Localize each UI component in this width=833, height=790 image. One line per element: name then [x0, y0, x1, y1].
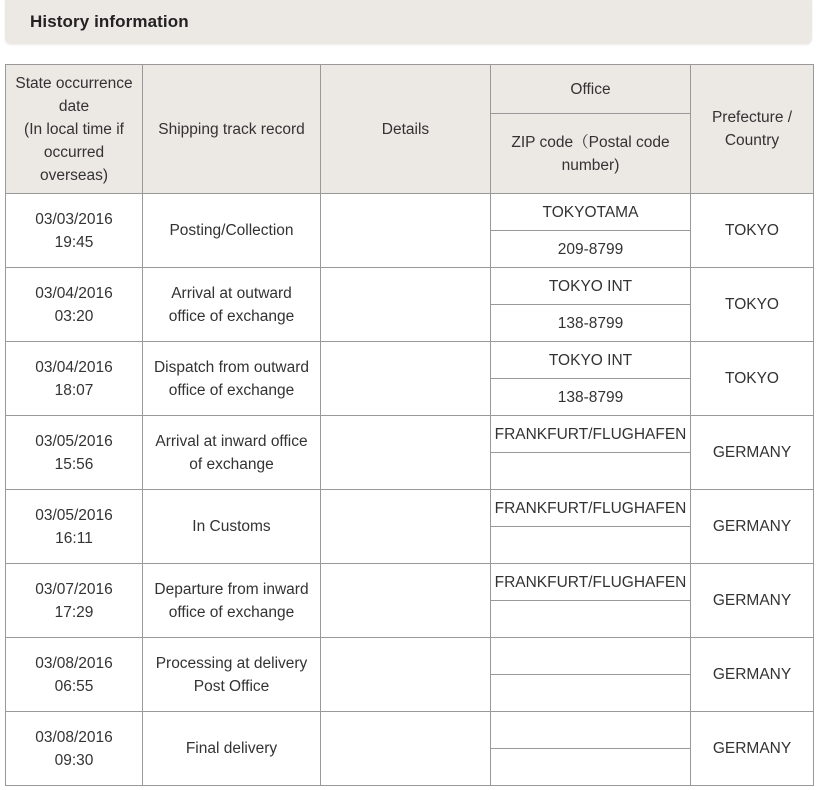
date-text: 03/04/2016: [35, 284, 113, 302]
cell-office: FRANKFURT/FLUGHAFEN: [491, 416, 691, 453]
cell-zip: [491, 675, 691, 712]
header-date-line: State occurrence: [15, 74, 133, 92]
time-text: 18:07: [54, 381, 94, 399]
time-text: 03:20: [54, 307, 94, 325]
cell-track: [143, 490, 321, 564]
header-shipping-track: Shipping track record: [143, 65, 321, 194]
cell-track: [143, 342, 321, 416]
date-text: 03/08/2016: [35, 728, 113, 746]
cell-zip: [491, 527, 691, 564]
time-text: 15:56: [54, 455, 94, 473]
history-information-header: [5, 0, 812, 44]
cell-track: [143, 268, 321, 342]
track-text: Posting/Collection: [169, 222, 294, 239]
table-row: [6, 638, 814, 675]
date-text: 03/05/2016: [35, 506, 113, 524]
header-date-line: (In local time if: [24, 120, 124, 138]
cell-prefecture: GERMANY: [691, 490, 814, 564]
time-text: 17:29: [54, 603, 94, 621]
table-row: [6, 564, 814, 601]
date-text: 03/05/2016: [35, 432, 113, 450]
cell-office: TOKYO INT: [491, 268, 691, 305]
cell-zip: 138-8799: [491, 305, 691, 342]
cell-office: [491, 638, 691, 675]
cell-zip: [491, 453, 691, 490]
header-date-line: overseas): [39, 166, 109, 184]
cell-details: [321, 490, 491, 564]
track-text: office of exchange: [168, 307, 295, 325]
date-text: 03/07/2016: [35, 580, 113, 598]
cell-date: [6, 268, 143, 342]
cell-track: [143, 712, 321, 786]
track-text: Departure from inward: [154, 580, 309, 598]
table-row: [6, 416, 814, 453]
track-text: Processing at delivery: [155, 654, 308, 672]
table-row: [6, 490, 814, 527]
cell-details: [321, 268, 491, 342]
cell-prefecture: GERMANY: [691, 638, 814, 712]
cell-date: [6, 638, 143, 712]
table-row: [6, 712, 814, 749]
track-text: Post Office: [193, 677, 270, 695]
cell-details: [321, 194, 491, 268]
header-date-line: date: [58, 97, 90, 115]
cell-zip: [491, 749, 691, 786]
cell-date: [6, 712, 143, 786]
cell-track: [143, 416, 321, 490]
cell-zip: 209-8799: [491, 231, 691, 268]
cell-office: FRANKFURT/FLUGHAFEN: [491, 490, 691, 527]
header-prefecture: [691, 65, 814, 194]
cell-office: FRANKFURT/FLUGHAFEN: [491, 564, 691, 601]
section-title: History information: [30, 12, 189, 31]
cell-zip: [491, 601, 691, 638]
header-office: Office: [491, 65, 691, 114]
cell-details: [321, 416, 491, 490]
history-table-body: [6, 194, 814, 786]
cell-details: [321, 564, 491, 638]
cell-date: [6, 416, 143, 490]
date-text: 03/08/2016: [35, 654, 113, 672]
track-text: In Customs: [192, 518, 271, 535]
time-text: 09:30: [54, 751, 94, 769]
cell-date: [6, 342, 143, 416]
track-text: office of exchange: [168, 381, 295, 399]
header-prefecture-line: Prefecture /: [711, 109, 793, 126]
time-text: 16:11: [55, 529, 93, 547]
track-text: Final delivery: [185, 740, 278, 757]
cell-prefecture: TOKYO: [691, 342, 814, 416]
cell-prefecture: GERMANY: [691, 416, 814, 490]
track-text: of exchange: [189, 455, 274, 473]
cell-office: TOKYO INT: [491, 342, 691, 379]
date-text: 03/04/2016: [35, 358, 113, 376]
cell-office: TOKYOTAMA: [491, 194, 691, 231]
cell-track: [143, 564, 321, 638]
header-date: [6, 65, 143, 194]
history-table: [5, 64, 814, 786]
track-text: Arrival at outward: [171, 284, 292, 302]
cell-date: [6, 490, 143, 564]
table-row: [6, 342, 814, 379]
track-text: office of exchange: [168, 603, 295, 621]
header-details: Details: [321, 65, 491, 194]
cell-date: [6, 564, 143, 638]
track-text: Arrival at inward office: [155, 432, 308, 450]
cell-prefecture: GERMANY: [691, 564, 814, 638]
cell-prefecture: TOKYO: [691, 194, 814, 268]
cell-zip: 138-8799: [491, 379, 691, 416]
cell-details: [321, 712, 491, 786]
table-row: [6, 194, 814, 231]
cell-details: [321, 638, 491, 712]
header-zip-line: ZIP code（Postal code: [511, 133, 670, 151]
cell-track: [143, 638, 321, 712]
table-row: [6, 268, 814, 305]
cell-prefecture: TOKYO: [691, 268, 814, 342]
date-text: 03/03/2016: [35, 210, 113, 228]
history-table-header: [6, 65, 814, 194]
cell-prefecture: GERMANY: [691, 712, 814, 786]
header-date-line: occurred: [43, 143, 105, 161]
time-text: 19:45: [54, 233, 94, 251]
cell-track: [143, 194, 321, 268]
header-prefecture-line: Country: [724, 132, 780, 149]
header-zip-code: [491, 114, 691, 194]
cell-details: [321, 342, 491, 416]
time-text: 06:55: [54, 677, 94, 695]
cell-office: [491, 712, 691, 749]
cell-date: [6, 194, 143, 268]
header-zip-line: number): [561, 156, 620, 174]
track-text: Dispatch from outward: [153, 358, 310, 376]
